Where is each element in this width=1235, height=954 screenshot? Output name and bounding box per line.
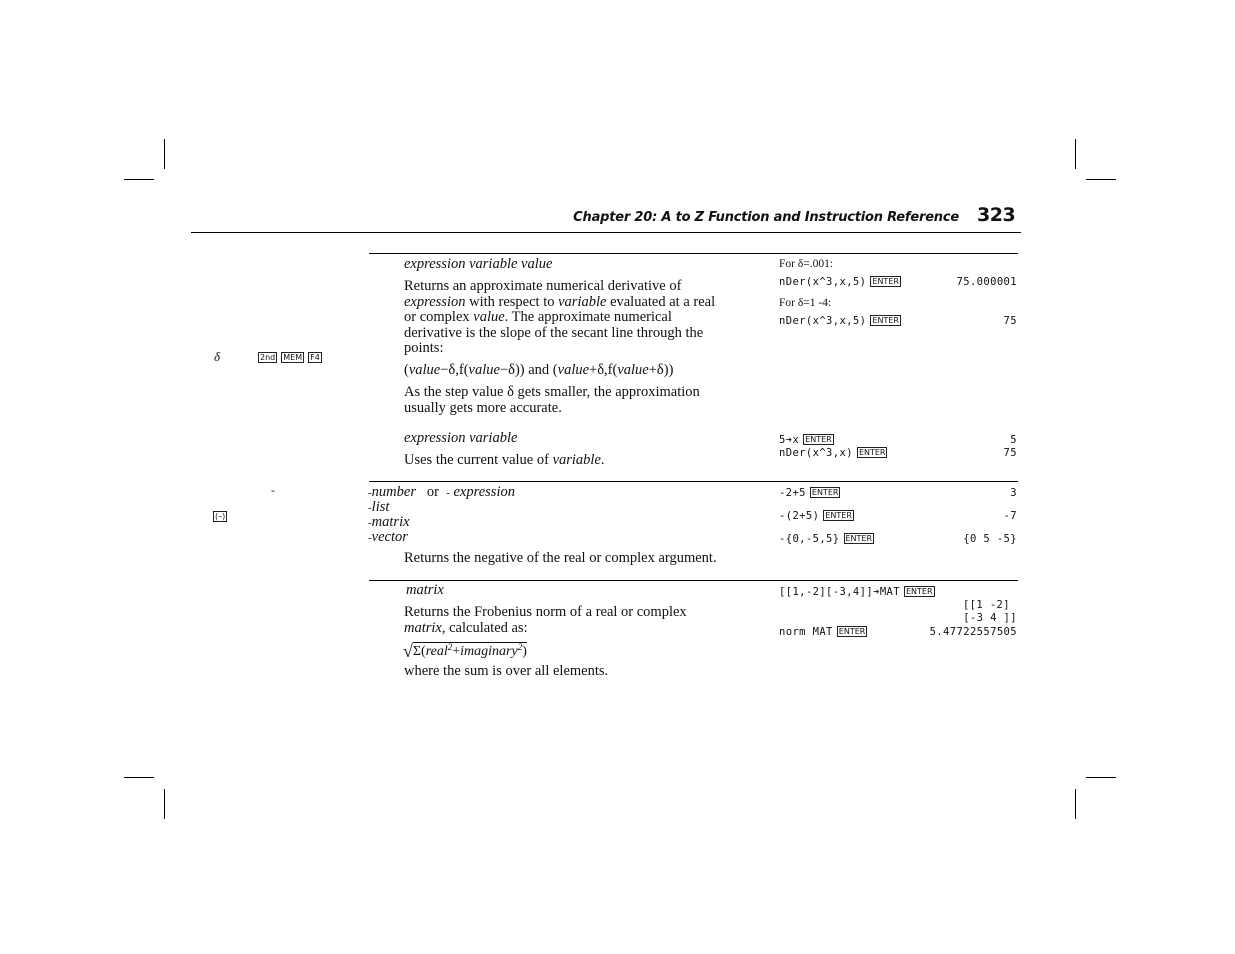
crop-mark: [1075, 139, 1076, 169]
negate-keystroke: [213, 507, 227, 525]
example-label: For δ=1 ‑4:: [779, 297, 832, 309]
key-2nd: 2nd: [260, 353, 276, 362]
norm-formula: √Σ(real$^2$+imaginary$^2$): [403, 641, 527, 661]
key-enter: ENTER: [872, 316, 899, 325]
crop-mark: [1075, 789, 1076, 819]
example-result: 5: [1010, 434, 1017, 446]
key-enter: ENTER: [838, 627, 866, 636]
example-command: nDer(x^3,x,5) ENTER: [779, 276, 899, 288]
key-enter: ENTER: [906, 587, 933, 596]
nderiv-note: As the step value δ gets smaller, the approximation usually gets more accurate.: [404, 384, 700, 416]
negate-syntax-line-2: ‑list: [368, 499, 390, 515]
header-rule: [191, 232, 1021, 233]
example-command: norm MAT ENTER: [779, 626, 866, 638]
section-rule: [369, 481, 1018, 482]
crop-mark: [1086, 179, 1116, 180]
delta-keystrokes: [258, 348, 322, 366]
key-enter: ENTER: [845, 534, 873, 543]
example-command: ‑{0,‑5,5} ENTER: [779, 533, 873, 545]
key-negate: (–): [215, 512, 226, 521]
norm-syntax: matrix: [406, 582, 444, 598]
example-command: [[1,‑2][‑3,4]]➔MAT ENTER: [779, 586, 933, 598]
section-rule: [369, 580, 1018, 581]
example-result: 5.47722557505: [929, 626, 1017, 638]
key-enter: ENTER: [805, 435, 832, 444]
key-enter: ENTER: [825, 511, 852, 520]
radical-sign: √: [403, 641, 413, 661]
norm-where-text: where the sum is over all elements.: [404, 663, 609, 679]
nderiv-syntax-2-desc: Uses the current value of variable.: [404, 452, 605, 468]
delta-symbol: δ: [214, 349, 221, 364]
norm-description: Returns the Frobenius norm of a real or complex matrix, calculated as:: [404, 604, 687, 636]
key-f4: F4: [310, 353, 320, 362]
negate-description: Returns the negative of the real or complex argument.: [404, 550, 717, 566]
nderiv-syntax: expression variable value: [404, 256, 553, 272]
example-result: {0 5 ‑5}: [963, 533, 1017, 545]
nderiv-syntax-2: expression variable: [404, 430, 518, 446]
section-rule: [369, 253, 1018, 254]
crop-mark: [124, 179, 154, 180]
chapter-title: Chapter 20: A to Z Function and Instruction Reference: [573, 210, 959, 225]
crop-mark: [164, 789, 165, 819]
example-result: 3: [1010, 487, 1017, 499]
negate-syntax-line-1: ‑number or ‑ expression: [368, 484, 515, 500]
negate-syntax-line-3: ‑matrix: [368, 514, 410, 530]
negate-syntax-line-4: ‑vector: [368, 529, 408, 545]
example-result: 75: [1003, 315, 1017, 327]
example-command: nDer(x^3,x,5) ENTER: [779, 315, 899, 327]
example-result: ‑7: [1003, 510, 1017, 522]
crop-mark: [1086, 777, 1116, 778]
page-number: 323: [977, 204, 1016, 226]
example-command: ‑(2+5) ENTER: [779, 510, 852, 522]
example-result: 75: [1003, 447, 1017, 459]
nderiv-points-formula: (value−δ,f(value−δ)) and (value+δ,f(value+δ)): [404, 362, 674, 378]
key-enter: ENTER: [872, 277, 899, 286]
key-enter: ENTER: [858, 448, 886, 457]
example-label: For δ=.001:: [779, 258, 834, 270]
example-command: ‑2+5 ENTER: [779, 487, 839, 499]
crop-mark: [124, 777, 154, 778]
negate-dash: ‑: [271, 483, 275, 497]
example-result: [‑3 4 ]]: [963, 612, 1017, 624]
nderiv-description: Returns an approximate numerical derivative of expression with respect to variable evaluated at a real or complex value. The approximate numerical derivative is the slope of the secant line through the points:: [404, 278, 716, 357]
key-enter: ENTER: [811, 488, 839, 497]
example-result: 75.000001: [956, 276, 1017, 288]
example-command: 5➔x ENTER: [779, 434, 832, 446]
example-command: nDer(x^3,x) ENTER: [779, 447, 886, 459]
crop-mark: [164, 139, 165, 169]
key-mem: MEM: [283, 353, 303, 362]
example-result: [[1 ‑2]: [962, 599, 1010, 611]
